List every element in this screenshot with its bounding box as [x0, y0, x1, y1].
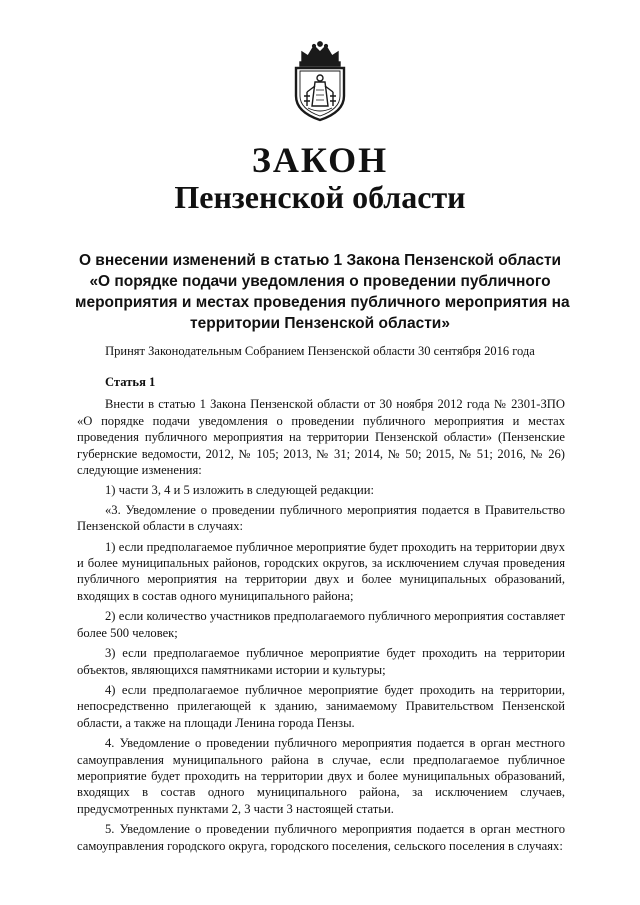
article-paragraph: 3) если предполагаемое публичное мероприятие будет проходить на территории объектов, являющихся памятниками истории и культуры; [77, 646, 565, 677]
article-paragraph: 4. Уведомление о проведении публичного мероприятия подается в орган местного самоуправления муниципального района в случае, если предполагаемое публичное мероприятие будет проходить на территории двух и более муниципальных образований, входящих в состав одного муниципального района, за исключением случаев, предусмотренных пунктами 2, 3 части 3 настоящей статьи. [77, 736, 565, 816]
article-heading: Статья 1 [105, 375, 156, 389]
law-title [75, 250, 570, 334]
article-paragraph: 1) если предполагаемое публичное мероприятие будет проходить на территории двух и более муниципальных районов, городских округов, за исключением случая проведения публичного мероприятия на территории двух и более муниципальных образований, входящих в состав одного муниципального района; [77, 539, 565, 603]
article-paragraph: 5. Уведомление о проведении публичного мероприятия подается в орган местного самоуправления городского округа, городского поселения, сельского поселения в случаях: [77, 822, 565, 853]
region-name: Пензенской области [174, 179, 466, 215]
article-paragraph: 1) части 3, 4 и 5 изложить в следующей редакции: [105, 483, 374, 498]
law-title-line: «О порядке подачи уведомления о проведении публичного [89, 273, 551, 290]
law-title-line: территории Пензенской области» [190, 315, 450, 332]
article-paragraph: 4) если предполагаемое публичное мероприятие будет проходить на территории, непосредственно прилегающей к зданию, занимаемому Правительством Пензенской области, а также на площади Ленина города Пензы. [77, 682, 565, 730]
law-title-line: мероприятия и местах проведения публичного мероприятия на [75, 294, 570, 311]
law-heading: ЗАКОН [251, 140, 389, 180]
penza-region-coat-of-arms-icon [288, 40, 352, 122]
adoption-note: Принят Законодательным Собранием Пензенской области 30 сентября 2016 года [105, 344, 535, 358]
law-title-line: О внесении изменений в статью 1 Закона Пензенской области [78, 252, 562, 269]
article-paragraph: 2) если количество участников предполагаемого публичного мероприятия составляет более 500 человек; [77, 609, 565, 640]
article-paragraph: Внести в статью 1 Закона Пензенской области от 30 ноября 2012 года № 2301-ЗПО «О порядке подачи уведомления о проведении публичного мероприятия и местах проведения публичного мероприятия на территории Пензенской области» (Пензенские губернские ведомости, 2012, № 105; 2013, № 31; 2014, № 50; 2015, № 51; 2016, № 26) следующие изменения: [77, 397, 565, 478]
article-paragraph: «3. Уведомление о проведении публичного мероприятия подается в Правительство Пензенской области в случаях: [77, 502, 565, 534]
law-body [77, 374, 565, 858]
